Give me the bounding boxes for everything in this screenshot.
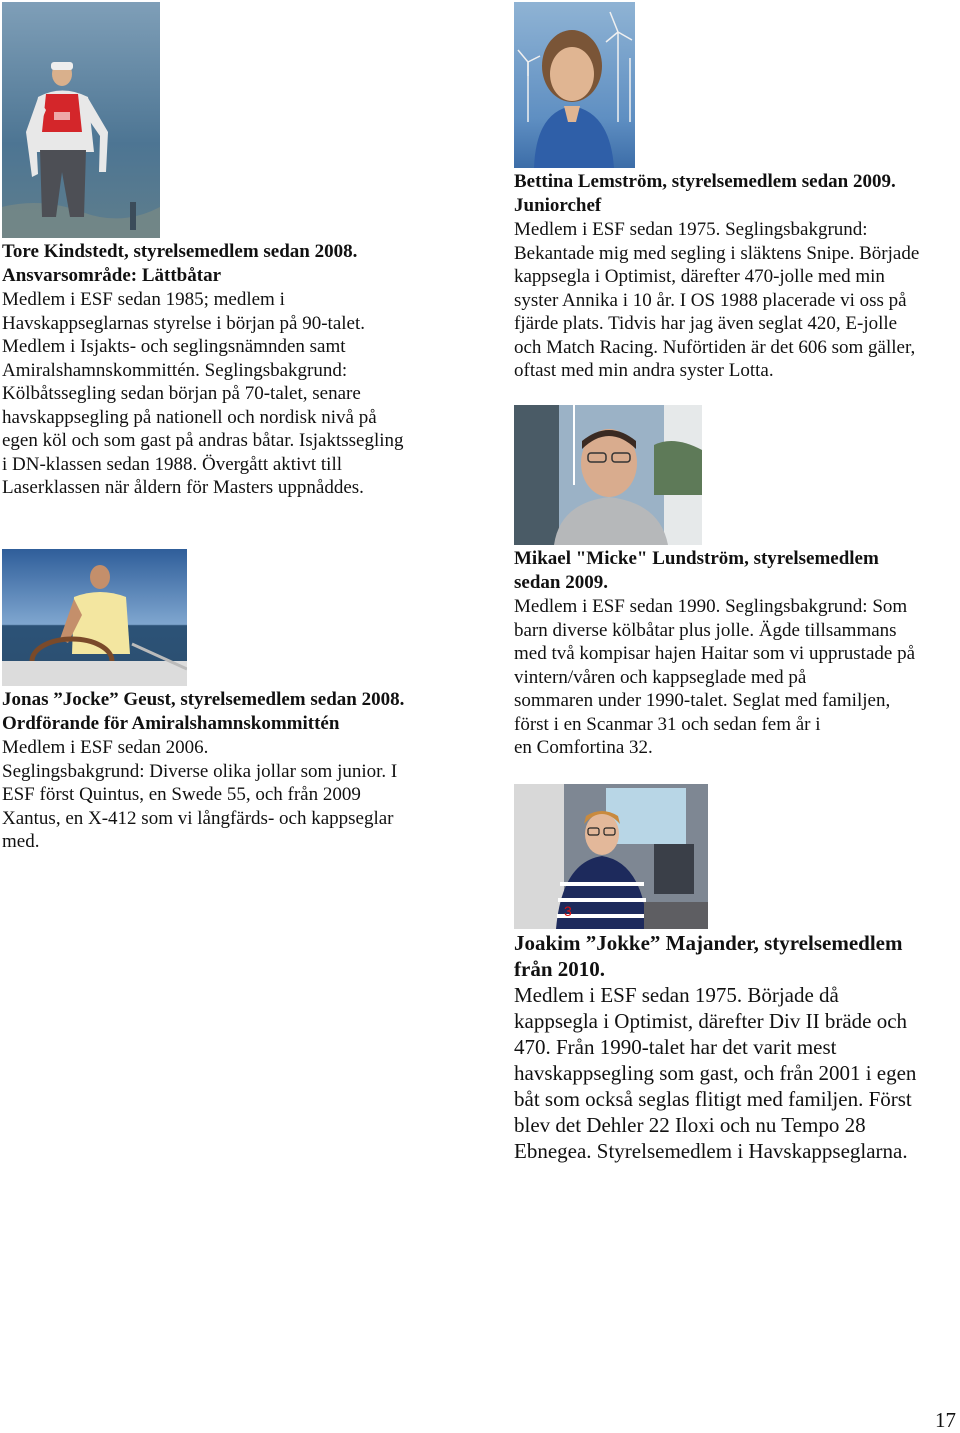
text-line: Medlem i ESF sedan 1975. Började då	[514, 983, 839, 1007]
heading-line: från 2010.	[514, 957, 605, 981]
text-line: Kölbåtssegling sedan början på 70-talet, senare	[2, 383, 361, 404]
text-line: fjärde plats. Tidvis har jag även seglat 420, E-jolle	[514, 313, 898, 334]
bio-heading	[514, 547, 958, 595]
bio-text	[514, 595, 958, 760]
text-line: en Comfortina 32.	[514, 737, 653, 758]
photo-tore	[2, 2, 160, 238]
text-line: Laserklassen när åldern för Masters uppnåddes.	[2, 477, 364, 498]
text-line: båt som också seglas flitigt med familjen. Först	[514, 1087, 912, 1111]
heading-line: Juniorchef	[514, 195, 602, 216]
text-line: Amiralshamnskommittén. Seglingsbakgrund:	[2, 359, 348, 381]
bio-text	[2, 736, 472, 854]
heading-line: Joakim ”Jokke” Majander, styrelsemedlem	[514, 931, 903, 955]
text-line: sommaren under 1990-talet. Seglat med familjen,	[514, 690, 891, 711]
text-line: 470. Från 1990-talet har det varit mest	[514, 1035, 837, 1059]
bio-text	[514, 982, 958, 1164]
text-line: Ebnegea. Styrelsemedlem i Havskappseglarna.	[514, 1139, 908, 1163]
text-line: Medlem i ESF sedan 1985; medlem i	[2, 289, 285, 310]
text-line: Medlem i ESF sedan 1990. Seglingsbakgrund: Som	[514, 596, 908, 617]
text-line: Xantus, en X-412 som vi långfärds- och kappseglar	[2, 807, 394, 829]
text-line: havskappsegling på nationell och nordisk nivå på	[2, 406, 377, 428]
bio-heading	[2, 240, 472, 288]
text-line: Bekantade mig med segling i släktens Snipe. Började	[514, 242, 920, 264]
heading-line: sedan 2009.	[514, 572, 608, 593]
bio-heading	[514, 930, 958, 982]
bio-text	[2, 288, 472, 500]
heading-line: Tore Kindstedt, styrelsemedlem sedan 2008.	[2, 241, 358, 262]
bio-bettina	[514, 170, 958, 383]
photo-mikael	[514, 405, 702, 545]
bio-tore	[2, 240, 472, 500]
bio-mikael	[514, 547, 958, 760]
text-line: barn diverse kölbåtar plus jolle. Ägde tillsammans	[514, 619, 897, 641]
bio-heading	[2, 688, 472, 736]
heading-line: Ordförande för Amiralshamnskommittén	[2, 713, 340, 734]
text-line: Havskappseglarnas styrelse i början på 90-talet.	[2, 312, 365, 334]
text-line: egen köl och som gast på andras båtar. Isjaktssegling	[2, 430, 404, 451]
text-line: med.	[2, 831, 40, 852]
heading-line: Jonas ”Jocke” Geust, styrelsemedlem sedan 2008.	[2, 689, 405, 710]
text-line: Seglingsbakgrund: Diverse olika jollar som junior. I	[2, 760, 398, 782]
bio-heading	[514, 170, 958, 218]
text-line: Medlem i ESF sedan 2006.	[2, 737, 209, 758]
photo-joakim	[514, 784, 708, 929]
text-line: och Match Racing. Nuförtiden är det 606 som gäller,	[514, 336, 916, 358]
page-number: 17	[935, 1408, 956, 1432]
heading-line: Bettina Lemström, styrelsemedlem sedan 2009.	[514, 171, 896, 192]
text-line: vintern/våren och kappseglade med på	[514, 666, 807, 688]
text-line: med två kompisar hajen Haitar som vi upprustade på	[514, 643, 916, 664]
text-line: ESF först Quintus, en Swede 55, och från 2009	[2, 784, 361, 805]
text-line: kappsegla i Optimist, därefter 470-jolle med min	[514, 266, 885, 287]
photo-jonas	[2, 549, 187, 686]
text-line: oftast med min andra syster Lotta.	[514, 360, 774, 381]
text-line: Medlem i ESF sedan 1975. Seglingsbakgrund:	[514, 219, 868, 240]
bio-joakim	[514, 930, 958, 1164]
text-line: havskappsegling som gast, och från 2001 i egen	[514, 1061, 917, 1085]
svg-text:3: 3	[564, 903, 572, 919]
text-line: syster Annika i 10 år. I OS 1988 placerade vi oss på	[514, 289, 907, 311]
heading-line: Ansvarsområde: Lättbåtar	[2, 265, 222, 286]
text-line: blev det Dehler 22 Iloxi och nu Tempo 28	[514, 1113, 866, 1137]
photo-bettina	[514, 2, 635, 168]
bio-jonas	[2, 688, 472, 854]
text-line: Medlem i Isjakts- och seglingsnämnden samt	[2, 336, 346, 357]
heading-line: Mikael "Micke" Lundström, styrelsemedlem	[514, 548, 879, 569]
bio-text	[514, 218, 958, 383]
text-line: kappsegla i Optimist, därefter Div II bräde och	[514, 1009, 908, 1033]
text-line: först i en Scanmar 31 och sedan fem år i	[514, 713, 821, 735]
text-line: i DN-klassen sedan 1988. Övergått aktivt till	[2, 453, 343, 475]
